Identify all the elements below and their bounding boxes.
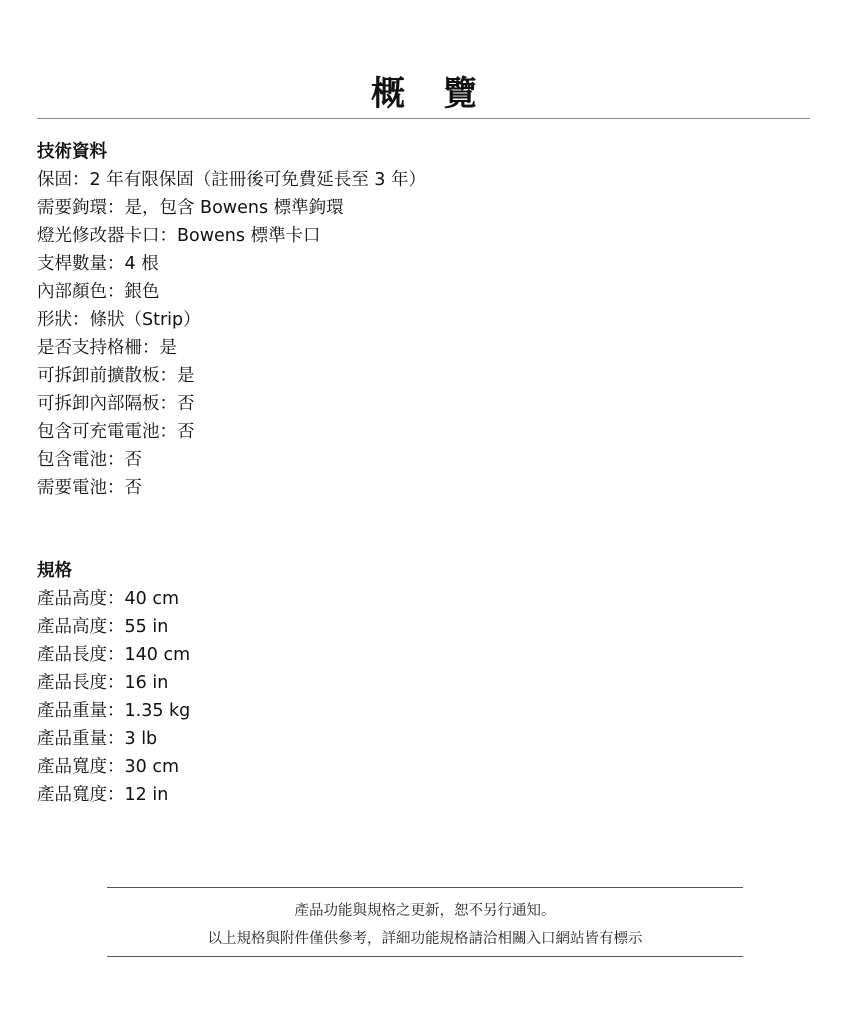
footer-bottom-divider [107, 956, 743, 957]
tech-item: 可拆卸內部隔板：否 [37, 394, 195, 414]
spec-list [37, 585, 797, 809]
title-divider [37, 118, 810, 119]
spec-item: 產品寬度：30 cm [37, 757, 179, 777]
spec-item: 產品高度：40 cm [37, 589, 179, 609]
page-title: 概 覽 [371, 74, 479, 114]
spec-item: 產品寬度：12 in [37, 785, 169, 805]
footer-notice: 產品功能與規格之更新，恕不另行通知。 [294, 903, 556, 919]
tech-item: 燈光修改器卡口：Bowens 標準卡口 [37, 226, 321, 246]
tech-item: 需要鉤環：是，包含 Bowens 標準鉤環 [37, 198, 344, 218]
tech-item: 需要電池：否 [37, 478, 142, 498]
tech-item: 包含電池：否 [37, 450, 142, 470]
footer-disclaimer: 以上規格與附件僅供參考，詳細功能規格請洽相關入口網站皆有標示 [207, 931, 643, 947]
spec-item: 產品高度：55 in [37, 617, 169, 637]
tech-section [37, 138, 797, 502]
spec-item: 產品長度：140 cm [37, 645, 191, 665]
spec-heading: 規格 [37, 561, 72, 581]
tech-item: 是否支持格柵：是 [37, 338, 177, 358]
tech-item: 可拆卸前擴散板：是 [37, 366, 195, 386]
tech-item: 形狀：條狀（Strip） [37, 310, 201, 330]
footer-top-divider [107, 887, 743, 888]
tech-item: 包含可充電電池：否 [37, 422, 195, 442]
spec-item: 產品重量：1.35 kg [37, 701, 191, 721]
spec-item: 產品長度：16 in [37, 673, 169, 693]
spec-item: 產品重量：3 lb [37, 729, 158, 749]
tech-item: 保固：2 年有限保固（註冊後可免費延長至 3 年） [37, 170, 426, 190]
tech-item: 內部顏色：銀色 [37, 282, 160, 302]
tech-list [37, 166, 797, 502]
tech-item: 支桿數量：4 根 [37, 254, 159, 274]
spec-section [37, 557, 797, 809]
tech-heading: 技術資料 [37, 142, 107, 162]
